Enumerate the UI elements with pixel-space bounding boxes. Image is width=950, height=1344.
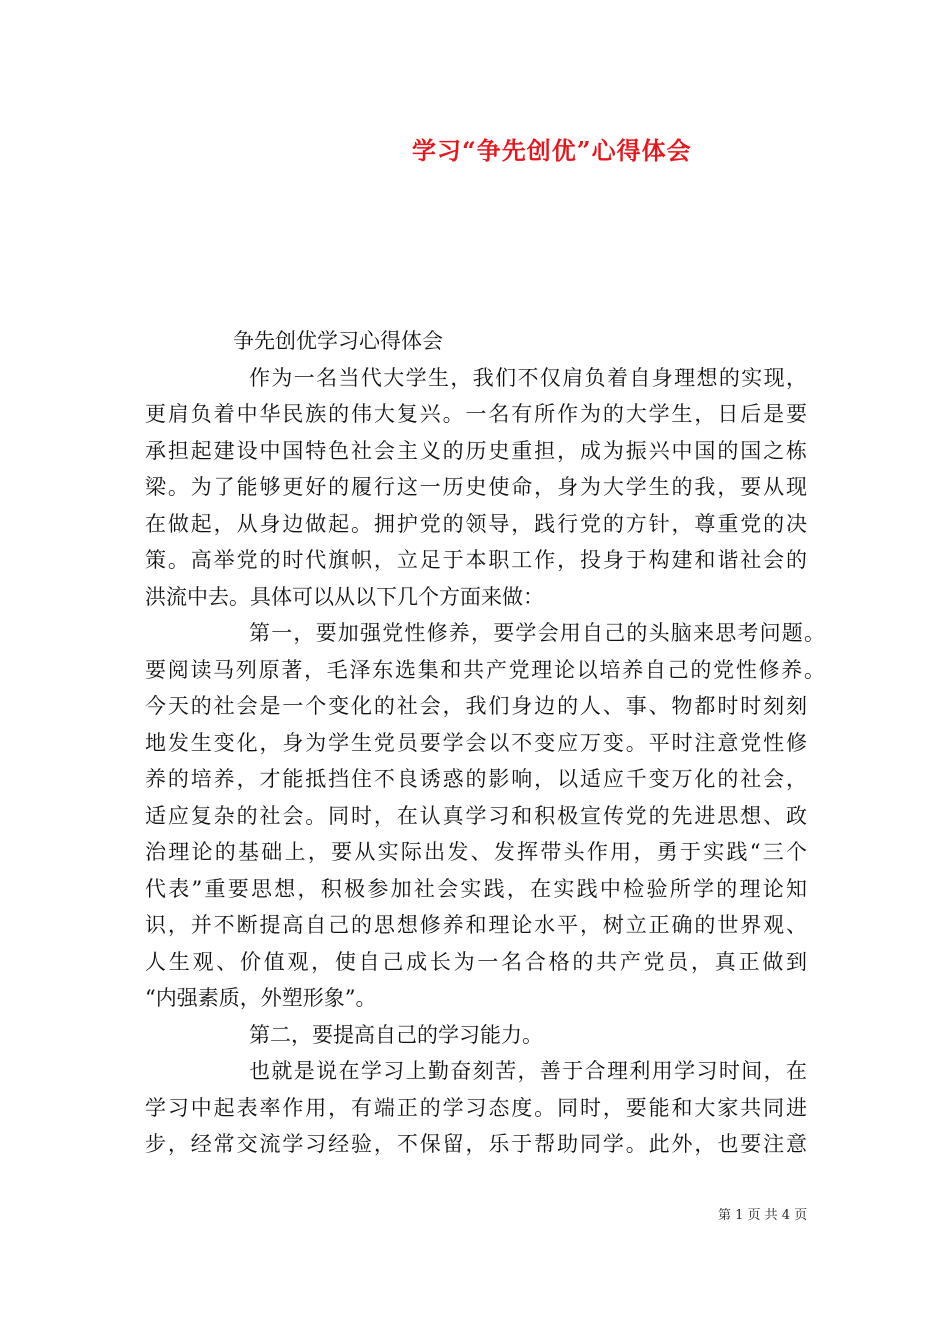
paragraph-line: 更肩负着中华民族的伟大复兴。一名有所作为的大学生，日后是要 bbox=[145, 402, 807, 426]
paragraph-line: 作为一名当代大学生，我们不仅肩负着自身理想的实现， bbox=[249, 365, 807, 390]
paragraph-line: 也就是说在学习上勤奋刻苦，善于合理利用学习时间，在 bbox=[249, 1059, 807, 1083]
paragraph-line: 洪流中去。具体可以从以下几个方面来做： bbox=[145, 584, 544, 609]
paragraph-line: 今天的社会是一个变化的社会，我们身边的人、事、物都时时刻刻 bbox=[145, 694, 807, 718]
paragraph-line: 养的培养，才能抵挡住不良诱惑的影响，以适应千变万化的社会， bbox=[145, 767, 807, 791]
paragraph-line: 在做起，从身边做起。拥护党的领导，践行党的方针，尊重党的决 bbox=[145, 511, 807, 536]
paragraph-line: 要阅读马列原著，毛泽东选集和共产党理论以培养自己的党性修养。 bbox=[145, 657, 825, 682]
paragraph-line: 策。高举党的时代旗帜，立足于本职工作，投身于构建和谐社会的 bbox=[145, 548, 807, 572]
paragraph-line: 第一，要加强党性修养，要学会用自己的头脑来思考问题。 bbox=[249, 621, 825, 645]
paragraph-line: 梁。为了能够更好的履行这一历史使命，身为大学生的我，要从现 bbox=[145, 475, 807, 499]
paragraph-line: 适应复杂的社会。同时，在认真学习和积极宣传党的先进思想、政 bbox=[145, 803, 807, 828]
paragraph-line: 地发生变化，身为学生党员要学会以不变应万变。平时注意党性修 bbox=[145, 730, 807, 755]
document-body bbox=[145, 323, 825, 1163]
paragraph-line: 学习中起表率作用，有端正的学习态度。同时，要能和大家共同进 bbox=[145, 1095, 807, 1120]
paragraph-line: “内强素质，外塑形象”。 bbox=[145, 986, 377, 1010]
paragraph-line: 治理论的基础上，要从实际出发、发挥带头作用，勇于实践“三个 bbox=[145, 840, 807, 864]
paragraph-line: 识，并不断提高自己的思想修养和理论水平，树立正确的世界观、 bbox=[145, 913, 807, 937]
paragraph-line: 第二，要提高自己的学习能力。 bbox=[249, 1022, 543, 1047]
page-number-footer: 第 1 页 共 4 页 bbox=[718, 1208, 808, 1223]
paragraph-line: 代表”重要思想，积极参加社会实践，在实践中检验所学的理论知 bbox=[145, 876, 807, 901]
paragraph-line: 承担起建设中国特色社会主义的历史重担，成为振兴中国的国之栋 bbox=[145, 438, 807, 463]
subtitle-line: 争先创优学习心得体会 bbox=[233, 329, 443, 353]
paragraph-line: 人生观、价值观，使自己成长为一名合格的共产党员，真正做到 bbox=[145, 949, 807, 974]
paragraph-line: 步，经常交流学习经验，不保留，乐于帮助同学。此外，也要注意 bbox=[145, 1132, 807, 1156]
document-title: 学习“争先创优”心得体会 bbox=[412, 136, 692, 165]
